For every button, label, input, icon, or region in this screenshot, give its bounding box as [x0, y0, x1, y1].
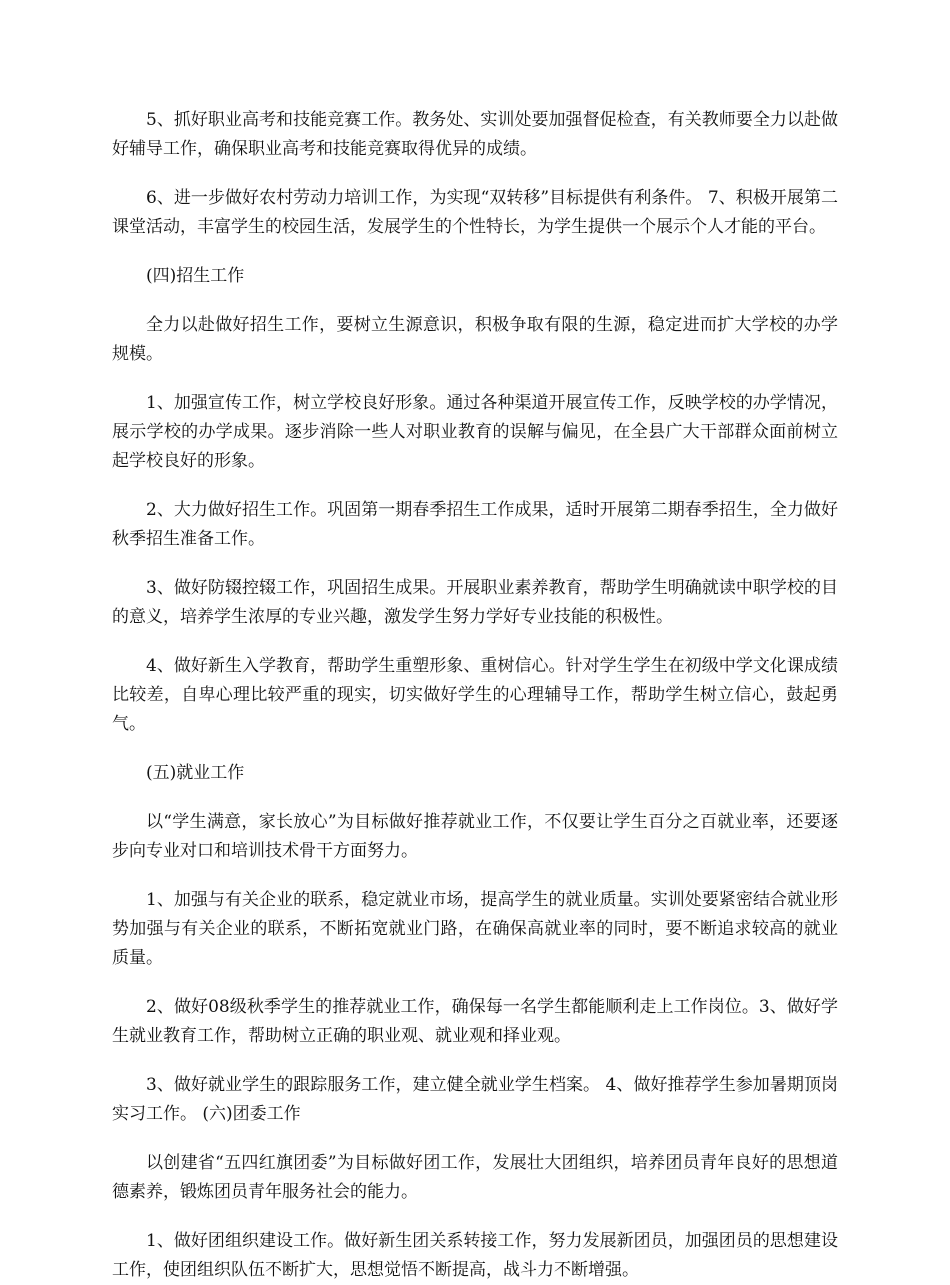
- paragraph-employment-2-3: 2、做好08级秋季学生的推荐就业工作，确保每一名学生都能顺利走上工作岗位。3、做好学生就业教育工作，帮助树立正确的职业观、就业观和择业观。: [112, 997, 838, 1046]
- paragraph-item-5: 5、抓好职业高考和技能竞赛工作。教务处、实训处要加强督促检查，有关教师要全力以赴做好辅导工作，确保职业高考和技能竞赛取得优异的成绩。: [112, 110, 838, 159]
- paragraph-item-6-7: 6、进一步做好农村劳动力培训工作，为实现“双转移”目标提供有利条件。 7、积极开展第二课堂活动，丰富学生的校园生活，发展学生的个性特长，为学生提供一个展示个人才能的平台。: [112, 188, 838, 237]
- paragraph-enrollment-intro: 全力以赴做好招生工作，要树立生源意识，积极争取有限的生源，稳定进而扩大学校的办学规模。: [112, 315, 838, 364]
- section-heading-employment: (五)就业工作: [146, 763, 245, 783]
- paragraph-employment-intro: 以“学生满意，家长放心”为目标做好推荐就业工作，不仅要让学生百分之百就业率，还要逐步向专业对口和培训技术骨干方面努力。: [112, 812, 838, 861]
- section-heading-enrollment: (四)招生工作: [146, 266, 245, 286]
- paragraph-employment-1: 1、加强与有关企业的联系，稳定就业市场，提高学生的就业质量。实训处要紧密结合就业形势加强与有关企业的联系，不断拓宽就业门路，在确保高就业率的同时，要不断追求较高的就业质量。: [112, 890, 838, 968]
- paragraph-youth-league-intro: 以创建省“五四红旗团委”为目标做好团工作，发展壮大团组织，培养团员青年良好的思想道德素养，锻炼团员青年服务社会的能力。: [112, 1153, 838, 1202]
- paragraph-employment-3-4: 3、做好就业学生的跟踪服务工作，建立健全就业学生档案。 4、做好推荐学生参加暑期顶岗实习工作。 (六)团委工作: [112, 1075, 838, 1124]
- paragraph-youth-league-1: 1、做好团组织建设工作。做好新生团关系转接工作，努力发展新团员，加强团员的思想建设工作，使团组织队伍不断扩大，思想觉悟不断提高，战斗力不断增强。: [112, 1231, 838, 1280]
- paragraph-enrollment-4: 4、做好新生入学教育，帮助学生重塑形象、重树信心。针对学生学生在初级中学文化课成绩比较差，自卑心理比较严重的现实，切实做好学生的心理辅导工作，帮助学生树立信心，鼓起勇气。: [112, 656, 838, 734]
- paragraph-enrollment-2: 2、大力做好招生工作。巩固第一期春季招生工作成果，适时开展第二期春季招生，全力做好秋季招生准备工作。: [112, 500, 838, 549]
- paragraph-enrollment-3: 3、做好防辍控辍工作，巩固招生成果。开展职业素养教育，帮助学生明确就读中职学校的目的意义，培养学生浓厚的专业兴趣，激发学生努力学好专业技能的积极性。: [112, 578, 838, 627]
- paragraph-enrollment-1: 1、加强宣传工作，树立学校良好形象。通过各种渠道开展宣传工作，反映学校的办学情况，展示学校的办学成果。逐步消除一些人对职业教育的误解与偏见，在全县广大干部群众面前树立起学校良好的形象。: [112, 393, 838, 471]
